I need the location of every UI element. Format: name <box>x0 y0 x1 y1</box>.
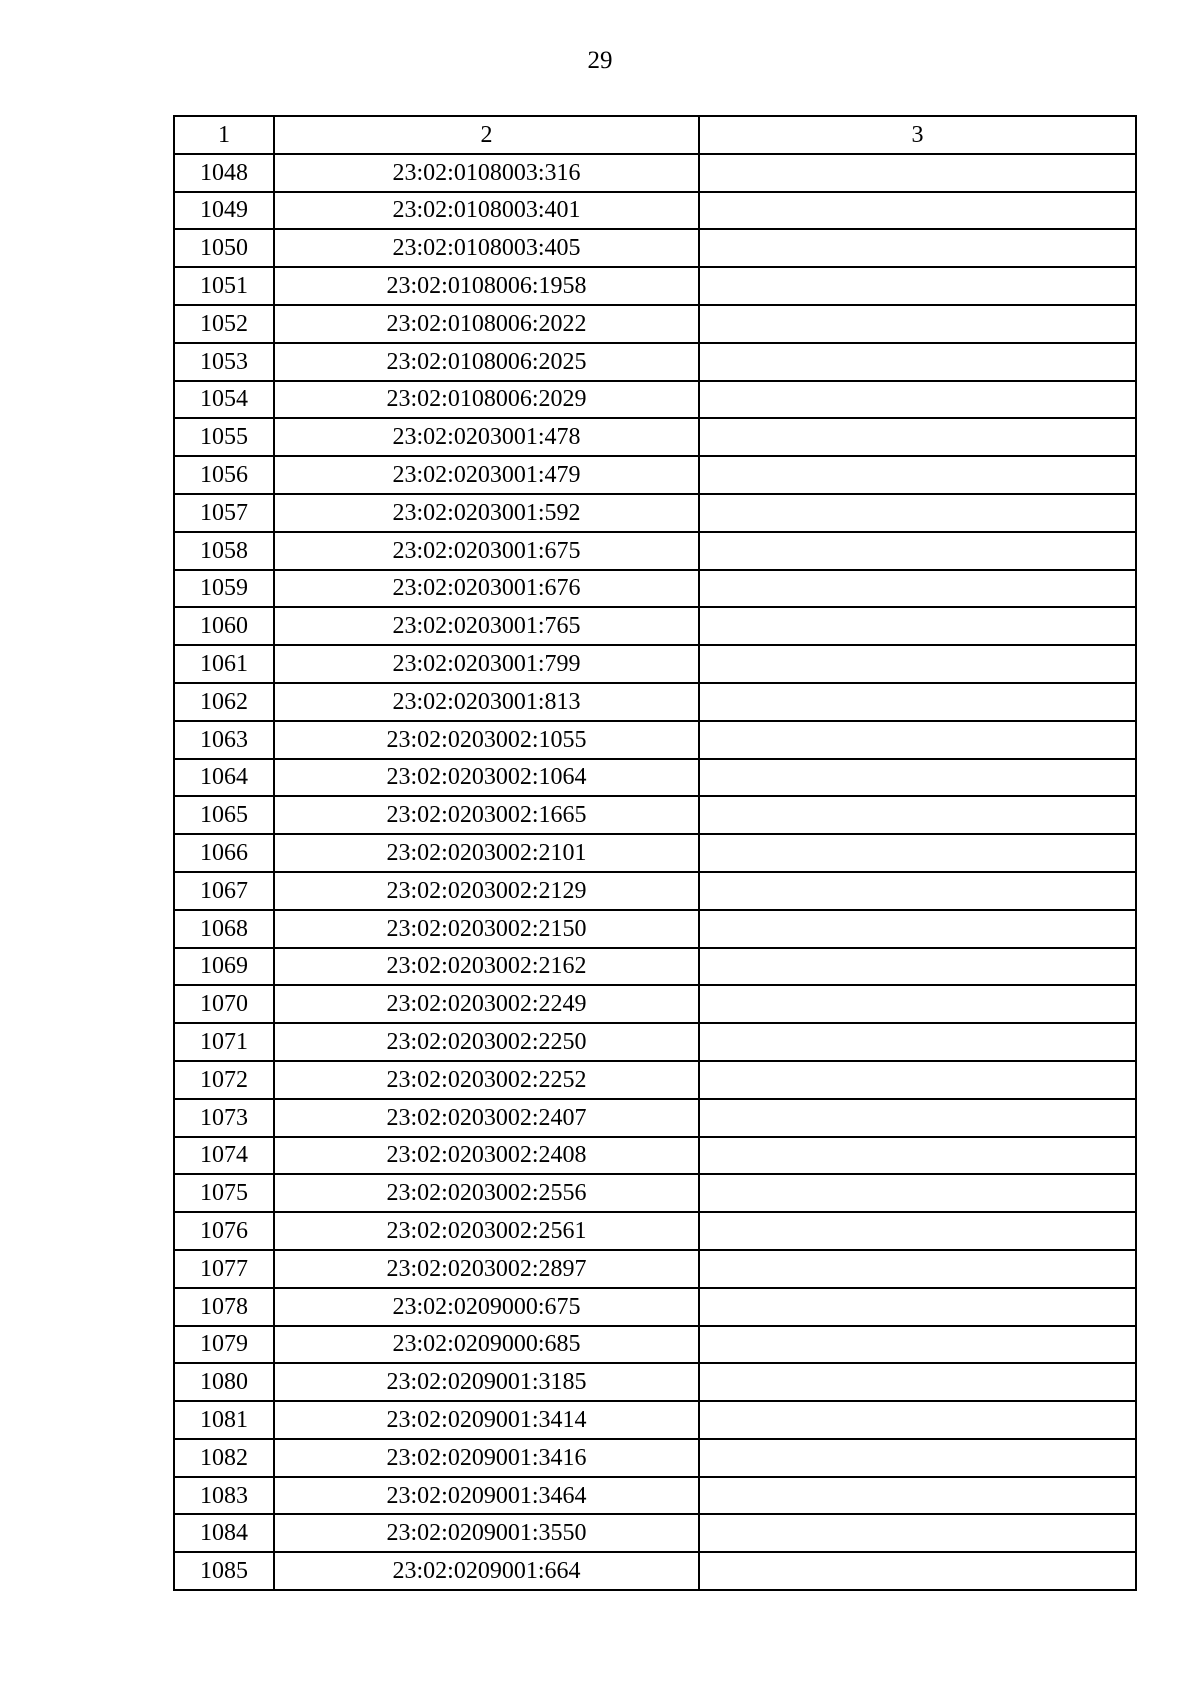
table-row <box>174 1514 1136 1552</box>
notes-cell <box>699 1363 1136 1401</box>
table-row <box>174 267 1136 305</box>
row-number-cell: 1063 <box>174 721 274 759</box>
row-number-cell: 1051 <box>174 267 274 305</box>
cadastral-number-cell: 23:02:0203002:1055 <box>274 721 699 759</box>
row-number-cell: 1068 <box>174 910 274 948</box>
row-number-cell: 1075 <box>174 1174 274 1212</box>
table-row <box>174 683 1136 721</box>
table-row <box>174 456 1136 494</box>
row-number-cell: 1083 <box>174 1477 274 1515</box>
table-row <box>174 1137 1136 1175</box>
cadastral-number-cell: 23:02:0209001:664 <box>274 1552 699 1590</box>
cadastral-number-cell: 23:02:0209001:3414 <box>274 1401 699 1439</box>
notes-cell <box>699 1212 1136 1250</box>
cadastral-number-cell: 23:02:0203002:2407 <box>274 1099 699 1137</box>
notes-cell <box>699 267 1136 305</box>
cadastral-number-cell: 23:02:0209001:3185 <box>274 1363 699 1401</box>
notes-cell <box>699 1061 1136 1099</box>
row-number-cell: 1082 <box>174 1439 274 1477</box>
table-row <box>174 796 1136 834</box>
table-row <box>174 645 1136 683</box>
row-number-cell: 1076 <box>174 1212 274 1250</box>
notes-cell <box>699 1326 1136 1364</box>
row-number-cell: 1060 <box>174 607 274 645</box>
table-row <box>174 305 1136 343</box>
cadastral-number-cell: 23:02:0209001:3464 <box>274 1477 699 1515</box>
row-number-cell: 1081 <box>174 1401 274 1439</box>
notes-cell <box>699 607 1136 645</box>
notes-cell <box>699 1174 1136 1212</box>
row-number-cell: 1050 <box>174 229 274 267</box>
notes-cell <box>699 796 1136 834</box>
column-header-2: 2 <box>274 116 699 154</box>
row-number-cell: 1053 <box>174 343 274 381</box>
table-row <box>174 532 1136 570</box>
cadastral-number-cell: 23:02:0203002:1064 <box>274 759 699 797</box>
notes-cell <box>699 532 1136 570</box>
cadastral-number-cell: 23:02:0203002:2408 <box>274 1137 699 1175</box>
notes-cell <box>699 1401 1136 1439</box>
cadastral-number-cell: 23:02:0203001:676 <box>274 570 699 608</box>
cadastral-number-cell: 23:02:0203001:479 <box>274 456 699 494</box>
table-row <box>174 948 1136 986</box>
table-row <box>174 1326 1136 1364</box>
cadastral-number-cell: 23:02:0108006:2022 <box>274 305 699 343</box>
table-row <box>174 418 1136 456</box>
notes-cell <box>699 1514 1136 1552</box>
row-number-cell: 1067 <box>174 872 274 910</box>
row-number-cell: 1061 <box>174 645 274 683</box>
table-row <box>174 759 1136 797</box>
cadastral-number-cell: 23:02:0203002:2561 <box>274 1212 699 1250</box>
notes-cell <box>699 305 1136 343</box>
cadastral-number-cell: 23:02:0203001:765 <box>274 607 699 645</box>
page-number: 29 <box>587 47 613 74</box>
cadastral-number-cell: 23:02:0209001:3550 <box>274 1514 699 1552</box>
cadastral-number-cell: 23:02:0203001:675 <box>274 532 699 570</box>
cadastral-number-cell: 23:02:0203001:799 <box>274 645 699 683</box>
notes-cell <box>699 1477 1136 1515</box>
cadastral-number-cell: 23:02:0203002:1665 <box>274 796 699 834</box>
cadastral-number-cell: 23:02:0203002:2162 <box>274 948 699 986</box>
row-number-cell: 1071 <box>174 1023 274 1061</box>
notes-cell <box>699 381 1136 419</box>
table-row <box>174 721 1136 759</box>
table-row <box>174 229 1136 267</box>
row-number-cell: 1058 <box>174 532 274 570</box>
cadastral-number-cell: 23:02:0108006:2025 <box>274 343 699 381</box>
table-row <box>174 1250 1136 1288</box>
notes-cell <box>699 1099 1136 1137</box>
row-number-cell: 1084 <box>174 1514 274 1552</box>
notes-cell <box>699 683 1136 721</box>
row-number-cell: 1078 <box>174 1288 274 1326</box>
row-number-cell: 1069 <box>174 948 274 986</box>
table-row <box>174 607 1136 645</box>
row-number-cell: 1080 <box>174 1363 274 1401</box>
notes-cell <box>699 343 1136 381</box>
table-row <box>174 1099 1136 1137</box>
column-header-3: 3 <box>699 116 1136 154</box>
row-number-cell: 1057 <box>174 494 274 532</box>
table-row <box>174 985 1136 1023</box>
cadastral-number-cell: 23:02:0203001:813 <box>274 683 699 721</box>
table-row <box>174 1288 1136 1326</box>
cadastral-number-cell: 23:02:0108006:2029 <box>274 381 699 419</box>
cadastral-table <box>173 115 1137 1591</box>
notes-cell <box>699 154 1136 192</box>
notes-cell <box>699 645 1136 683</box>
cadastral-number-cell: 23:02:0203002:2250 <box>274 1023 699 1061</box>
table-row <box>174 570 1136 608</box>
row-number-cell: 1077 <box>174 1250 274 1288</box>
cadastral-number-cell: 23:02:0203001:478 <box>274 418 699 456</box>
notes-cell <box>699 1250 1136 1288</box>
notes-cell <box>699 1288 1136 1326</box>
table-row <box>174 1023 1136 1061</box>
cadastral-number-cell: 23:02:0203002:2129 <box>274 872 699 910</box>
cadastral-number-cell: 23:02:0108003:316 <box>274 154 699 192</box>
notes-cell <box>699 456 1136 494</box>
table-row <box>174 834 1136 872</box>
notes-cell <box>699 985 1136 1023</box>
row-number-cell: 1048 <box>174 154 274 192</box>
table-row <box>174 1212 1136 1250</box>
row-number-cell: 1074 <box>174 1137 274 1175</box>
table-row <box>174 154 1136 192</box>
row-number-cell: 1059 <box>174 570 274 608</box>
row-number-cell: 1065 <box>174 796 274 834</box>
table-body <box>174 154 1136 1590</box>
notes-cell <box>699 418 1136 456</box>
notes-cell <box>699 494 1136 532</box>
cadastral-number-cell: 23:02:0209000:675 <box>274 1288 699 1326</box>
notes-cell <box>699 948 1136 986</box>
notes-cell <box>699 229 1136 267</box>
table-row <box>174 910 1136 948</box>
cadastral-number-cell: 23:02:0209001:3416 <box>274 1439 699 1477</box>
table-row <box>174 872 1136 910</box>
cadastral-number-cell: 23:02:0203002:2897 <box>274 1250 699 1288</box>
cadastral-number-cell: 23:02:0108003:401 <box>274 192 699 230</box>
notes-cell <box>699 872 1136 910</box>
row-number-cell: 1064 <box>174 759 274 797</box>
cadastral-number-cell: 23:02:0108003:405 <box>274 229 699 267</box>
row-number-cell: 1073 <box>174 1099 274 1137</box>
row-number-cell: 1055 <box>174 418 274 456</box>
table-header-row <box>174 116 1136 154</box>
notes-cell <box>699 570 1136 608</box>
notes-cell <box>699 910 1136 948</box>
cadastral-number-cell: 23:02:0203002:2101 <box>274 834 699 872</box>
table-row <box>174 381 1136 419</box>
cadastral-number-cell: 23:02:0209000:685 <box>274 1326 699 1364</box>
column-header-1: 1 <box>174 116 274 154</box>
row-number-cell: 1054 <box>174 381 274 419</box>
notes-cell <box>699 192 1136 230</box>
row-number-cell: 1079 <box>174 1326 274 1364</box>
table-row <box>174 1401 1136 1439</box>
table-row <box>174 192 1136 230</box>
cadastral-number-cell: 23:02:0203002:2249 <box>274 985 699 1023</box>
row-number-cell: 1066 <box>174 834 274 872</box>
table-row <box>174 1363 1136 1401</box>
table-row <box>174 494 1136 532</box>
notes-cell <box>699 1137 1136 1175</box>
table-row <box>174 1552 1136 1590</box>
row-number-cell: 1070 <box>174 985 274 1023</box>
table-row <box>174 1061 1136 1099</box>
cadastral-number-cell: 23:02:0203002:2252 <box>274 1061 699 1099</box>
table-row <box>174 1174 1136 1212</box>
row-number-cell: 1056 <box>174 456 274 494</box>
cadastral-number-cell: 23:02:0203002:2556 <box>274 1174 699 1212</box>
row-number-cell: 1049 <box>174 192 274 230</box>
notes-cell <box>699 759 1136 797</box>
notes-cell <box>699 721 1136 759</box>
notes-cell <box>699 1552 1136 1590</box>
table-row <box>174 343 1136 381</box>
row-number-cell: 1072 <box>174 1061 274 1099</box>
cadastral-number-cell: 23:02:0203002:2150 <box>274 910 699 948</box>
cadastral-number-cell: 23:02:0203001:592 <box>274 494 699 532</box>
row-number-cell: 1085 <box>174 1552 274 1590</box>
table-row <box>174 1439 1136 1477</box>
cadastral-number-cell: 23:02:0108006:1958 <box>274 267 699 305</box>
row-number-cell: 1062 <box>174 683 274 721</box>
row-number-cell: 1052 <box>174 305 274 343</box>
table-row <box>174 1477 1136 1515</box>
notes-cell <box>699 834 1136 872</box>
notes-cell <box>699 1439 1136 1477</box>
notes-cell <box>699 1023 1136 1061</box>
